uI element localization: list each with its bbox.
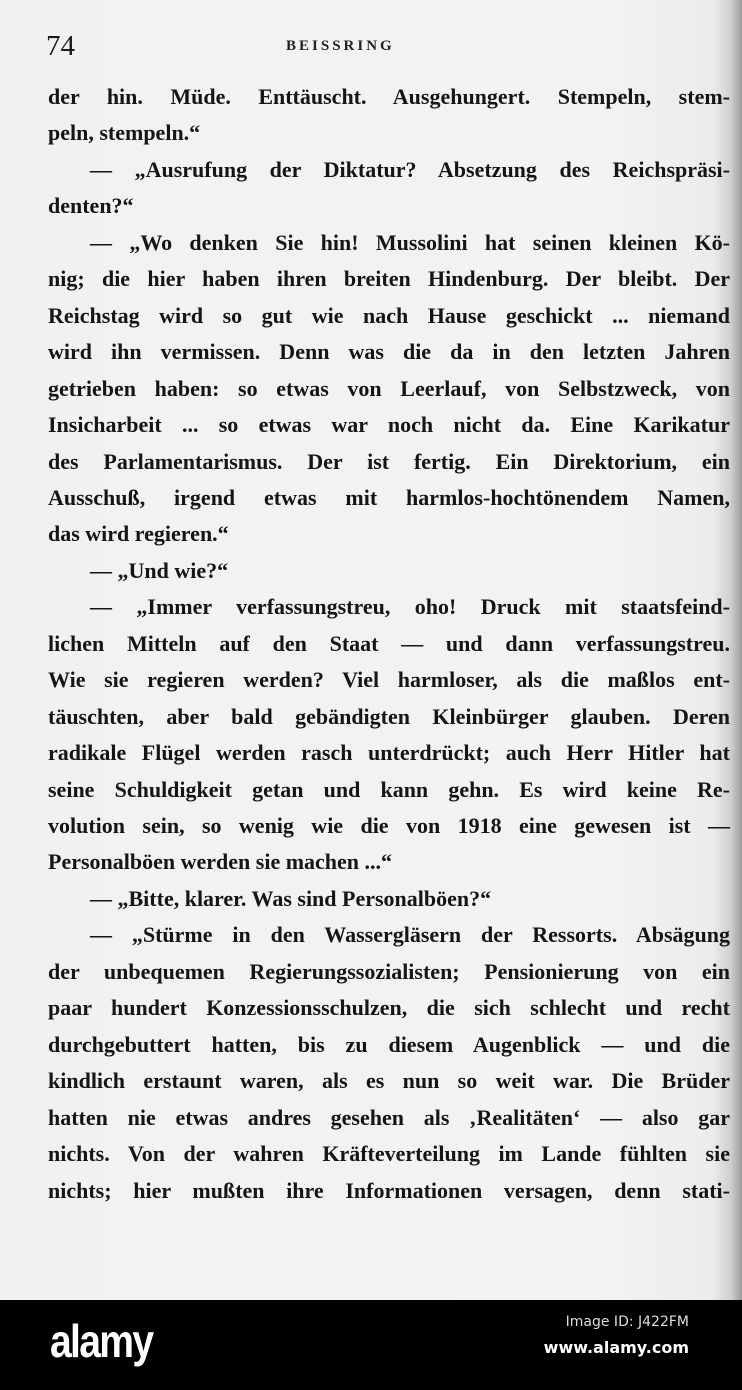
alamy-logo: alamy [50, 1315, 153, 1367]
text-line: peln, stempeln.“ [48, 120, 201, 146]
text-line: durchgebuttert hatten, bis zu diesem Augenblick — und die [48, 1031, 730, 1057]
text-line: wird ihn vermissen. Denn was die da in den letzten Jahren [48, 339, 730, 365]
text-line: — „Wo denken Sie hin! Mussolini hat seinen kleinen Kö- [90, 229, 730, 255]
text-line: hatten nie etwas andres gesehen als ‚Realitäten‘ — also gar [48, 1104, 730, 1130]
text-line: der hin. Müde. Enttäuscht. Ausgehungert. Stempeln, stem- [48, 84, 730, 109]
text-line: lichen Mitteln auf den Staat — und dann verfassungstreu. [48, 630, 730, 656]
text-line: — „Bitte, klarer. Was sind Personalböen?“ [90, 885, 492, 911]
watermark-bar [0, 1300, 742, 1390]
page-number: 74 [46, 30, 75, 62]
text-line: denten?“ [48, 193, 134, 219]
text-line: nichts. Von der wahren Kräfteverteilung im Lande fühlten sie [48, 1141, 730, 1167]
text-line: täuschten, aber bald gebändigten Kleinbürger glauben. Deren [48, 703, 730, 729]
text-line: Reichstag wird so gut wie nach Hause geschickt ... niemand [48, 302, 730, 328]
text-line: getrieben haben: so etwas von Leerlauf, von Selbstzweck, von [48, 375, 730, 401]
text-line: Wie sie regieren werden? Viel harmloser, als die maßlos ent- [48, 667, 730, 693]
text-line: volution sein, so wenig wie die von 1918 eine gewesen ist — [48, 813, 730, 838]
text-line: radikale Flügel werden rasch unterdrückt; auch Herr Hitler hat [48, 740, 730, 766]
text-line: Ausschuß, irgend etwas mit harmlos-hochtönendem Namen, [48, 484, 730, 510]
text-line: nichts; hier mußten ihre Informationen versagen, denn stati- [48, 1177, 730, 1203]
text-line: — „Stürme in den Wassergläsern der Ressorts. Absägung [90, 922, 730, 948]
site-url: www.alamy.com [543, 1338, 689, 1357]
text-line: — „Immer verfassungstreu, oho! Druck mit staatsfeind- [90, 594, 730, 620]
text-line: Insicharbeit ... so etwas war noch nicht da. Eine Karikatur [48, 412, 730, 438]
text-line: Personalböen werden sie machen ...“ [48, 849, 393, 875]
text-line: des Parlamentarismus. Der ist fertig. Ein Direktorium, ein [48, 448, 730, 474]
text-line: nig; die hier haben ihren breiten Hindenburg. Der bleibt. Der [48, 266, 730, 292]
image-id: Image ID: J422FM [565, 1314, 689, 1330]
text-line: das wird regieren.“ [48, 521, 229, 547]
text-line: kindlich erstaunt waren, als es nun so weit war. Die Brüder [48, 1068, 730, 1094]
text-line: — „Ausrufung der Diktatur? Absetzung des Reichspräsi- [90, 156, 730, 182]
text-line: seine Schuldigkeit getan und kann gehn. Es wird keine Re- [48, 776, 730, 802]
text-line: — „Und wie?“ [90, 557, 229, 583]
running-head: BEISSRING [286, 38, 395, 54]
text-line: paar hundert Konzessionsschulzen, die sich schlecht und recht [48, 995, 730, 1021]
text-line: der unbequemen Regierungssozialisten; Pensionierung von ein [48, 958, 730, 984]
